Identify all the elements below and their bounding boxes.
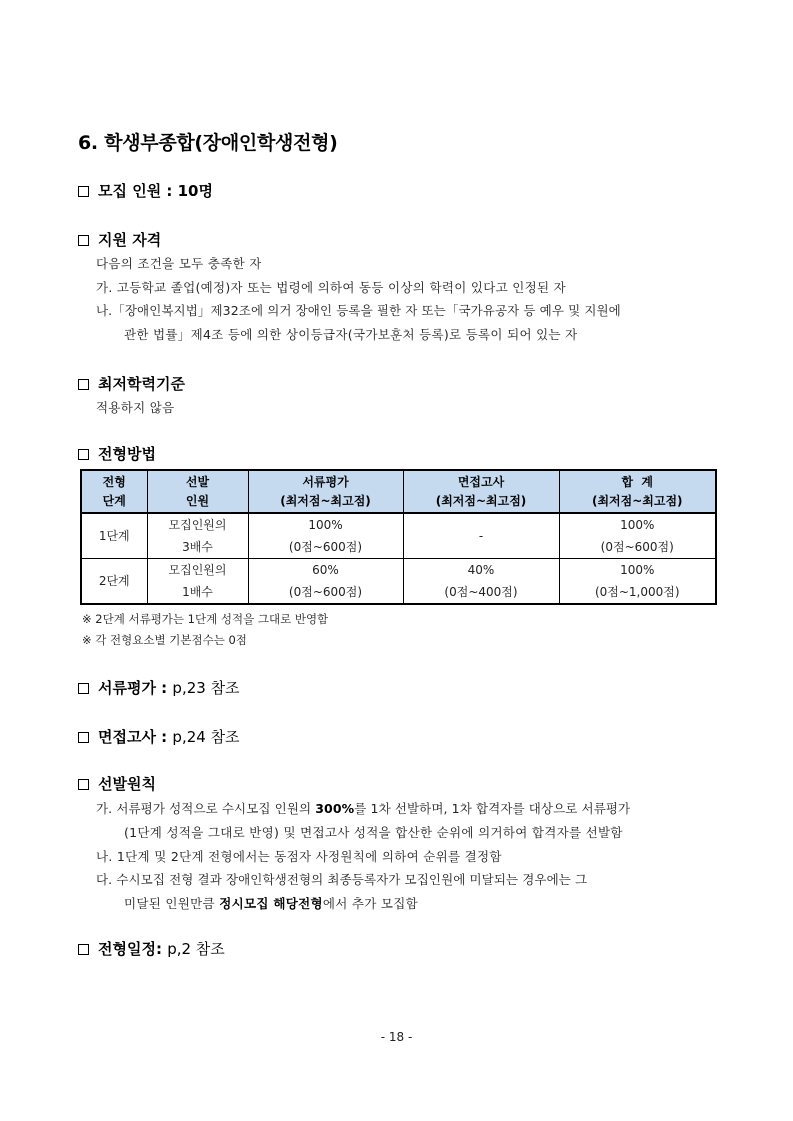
qualify-line-b: 나.「장애인복지법」제32조에 의거 장애인 등록을 필한 자 또는「국가유공자 등 예우 및 지원에 xyxy=(96,303,621,318)
qualify-label: 지원 자격 xyxy=(98,231,162,249)
checkbox-bullet-icon xyxy=(78,732,89,743)
principle-line-c-cont: 미달된 인원만큼 정시모집 해당전형에서 추가 모집함 xyxy=(124,896,419,911)
checkbox-bullet-icon xyxy=(78,379,89,390)
qualify-line-b-cont: 관한 법률」제4조 등에 의한 상이등급자(국가보훈처 등록)로 등록이 되어 있는 자 xyxy=(124,327,578,342)
checkbox-bullet-icon xyxy=(78,449,89,460)
table-row xyxy=(81,559,716,582)
qualify-heading xyxy=(78,229,161,250)
interview-label: 면접고사 : xyxy=(98,728,168,746)
quota-cell: 모집인원의 xyxy=(147,513,248,536)
principle-line-a-cont: (1단계 성적을 그대로 반영) 및 면접고사 성적을 합산한 순위에 의거하여 합격자를 선발함 xyxy=(124,825,623,840)
principle-line-c: 다. 수시모집 전형 결과 장애인학생전형의 최종등록자가 모집인원에 미달되는 경우에는 그 xyxy=(96,872,588,887)
table-row xyxy=(81,536,716,559)
principle-line-a: 가. 서류평가 성적으로 수시모집 인원의 300%를 1차 선발하며, 1차 합격자를 대상으로 서류평가 xyxy=(96,801,631,816)
qualify-line-a: 가. 고등학교 졸업(예정)자 또는 법령에 의하여 동등 이상의 학력이 있다고 인정된 자 xyxy=(96,280,567,295)
quota-cell: 모집인원의 xyxy=(147,559,248,582)
recruit-label: 모집 인원 : 10명 xyxy=(98,182,213,200)
minimum-label: 최저학력기준 xyxy=(98,375,185,393)
table-row xyxy=(81,581,716,604)
checkbox-bullet-icon xyxy=(78,186,89,197)
minimum-text: 적용하지 않음 xyxy=(96,400,175,415)
header-quota: 선발 인원 xyxy=(147,470,248,513)
minimum-heading xyxy=(78,373,185,394)
quota-cell: 1배수 xyxy=(147,581,248,604)
total-cell: (0점~1,000점) xyxy=(559,581,716,604)
total-cell: 100% xyxy=(559,559,716,582)
doc-eval-ref: p,23 참조 xyxy=(172,679,240,697)
schedule-ref: p,2 참조 xyxy=(167,940,225,958)
header-total: 합 계 (최저점~최고점) xyxy=(559,470,716,513)
stage-cell: 2단계 xyxy=(81,559,147,605)
method-note: ※ 각 전형요소별 기본점수는 0점 xyxy=(82,633,247,647)
page-number: - 18 - xyxy=(380,1030,413,1044)
page-title: 6. 학생부종합(장애인학생전형) xyxy=(78,132,338,154)
document-cell: (0점~600점) xyxy=(248,581,403,604)
interview-cell: - xyxy=(403,513,559,559)
recruit-heading xyxy=(78,180,213,201)
schedule-label: 전형일정: xyxy=(98,940,162,958)
header-stage: 전형 단계 xyxy=(81,470,147,513)
checkbox-bullet-icon xyxy=(78,944,89,955)
principle-emphasis: 정시모집 해당전형 xyxy=(219,896,323,911)
principle-label: 선발원칙 xyxy=(98,775,156,793)
checkbox-bullet-icon xyxy=(78,235,89,246)
method-label: 전형방법 xyxy=(98,445,156,463)
method-note: ※ 2단계 서류평가는 1단계 성적을 그대로 반영함 xyxy=(82,612,329,626)
header-interview: 면접고사 (최저점~최고점) xyxy=(403,470,559,513)
doc-eval-heading xyxy=(78,677,240,698)
document-cell: 60% xyxy=(248,559,403,582)
quota-cell: 3배수 xyxy=(147,536,248,559)
doc-eval-label: 서류평가 : xyxy=(98,679,168,697)
total-cell: (0점~600점) xyxy=(559,536,716,559)
document-cell: (0점~600점) xyxy=(248,536,403,559)
interview-ref: p,24 참조 xyxy=(172,728,240,746)
table-header-row xyxy=(81,470,716,513)
total-cell: 100% xyxy=(559,513,716,536)
selection-method-table xyxy=(80,469,717,605)
principle-emphasis: 300% xyxy=(315,801,355,816)
header-document: 서류평가 (최저점~최고점) xyxy=(248,470,403,513)
stage-cell: 1단계 xyxy=(81,513,147,559)
interview-cell: 40% xyxy=(403,559,559,582)
document-cell: 100% xyxy=(248,513,403,536)
principle-line-b: 나. 1단계 및 2단계 전형에서는 동점자 사정원칙에 의하여 순위를 결정함 xyxy=(96,849,502,864)
checkbox-bullet-icon xyxy=(78,779,89,790)
interview-heading xyxy=(78,726,240,747)
checkbox-bullet-icon xyxy=(78,683,89,694)
qualify-line-intro: 다음의 조건을 모두 충족한 자 xyxy=(96,256,262,271)
interview-cell: (0점~400점) xyxy=(403,581,559,604)
principle-heading xyxy=(78,773,156,794)
schedule-heading xyxy=(78,938,225,959)
table-row xyxy=(81,513,716,536)
method-heading xyxy=(78,443,156,464)
